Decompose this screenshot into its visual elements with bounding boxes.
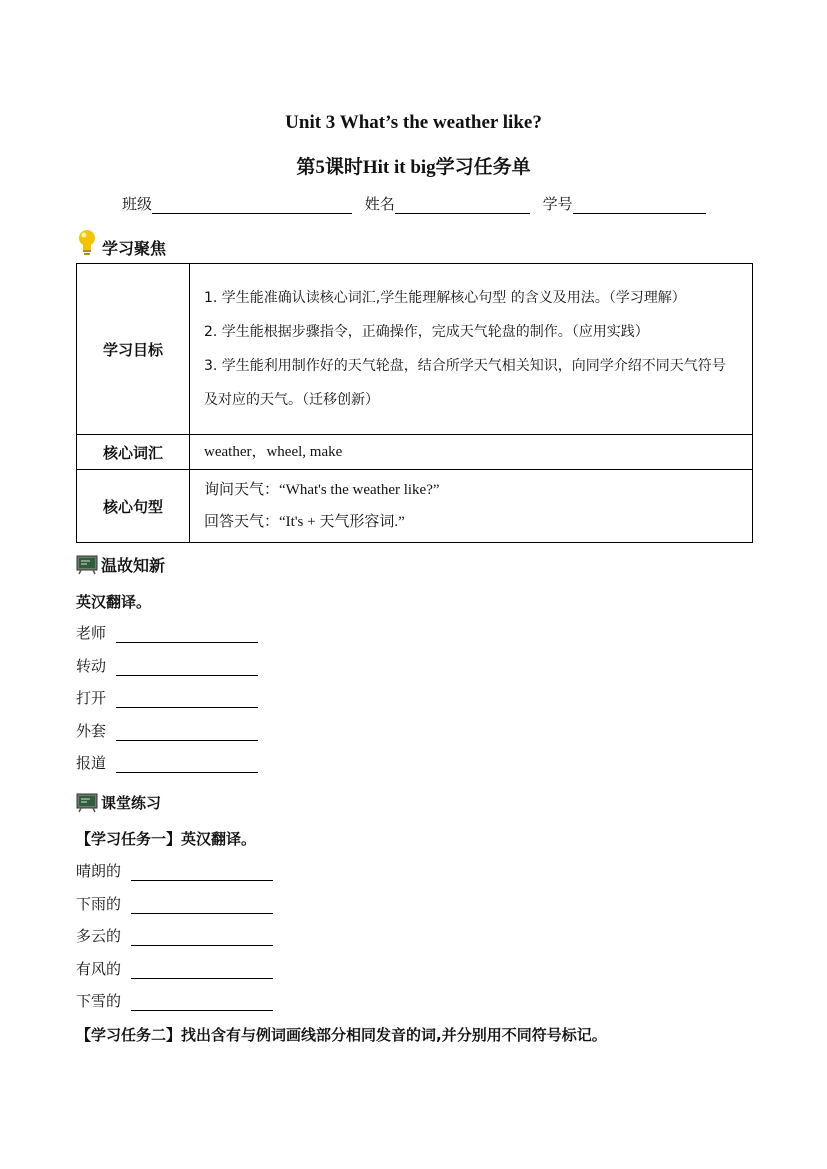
- list-item: [76, 655, 258, 676]
- list-item: [76, 893, 273, 914]
- review-word-1: 老师: [76, 624, 107, 642]
- practice-word-5: 下雪的: [76, 992, 122, 1010]
- answer-blank[interactable]: [131, 897, 273, 914]
- goals-label: 学习目标: [77, 264, 190, 435]
- goal-line-3: 3. 学生能利用制作好的天气轮盘，结合所学天气相关知识，向同学介绍不同天气符号及对应的天气。（迁移创新）: [204, 358, 726, 408]
- list-item: [76, 925, 273, 946]
- answer-blank[interactable]: [116, 691, 258, 708]
- answer-blank[interactable]: [131, 962, 273, 979]
- list-item: [76, 990, 273, 1011]
- sentence-line-2: 回答天气：“It's + 天气形容词.”: [204, 514, 405, 530]
- answer-blank[interactable]: [131, 864, 273, 881]
- answer-blank[interactable]: [131, 929, 273, 946]
- vocab-content: weather，wheel, make: [190, 435, 753, 470]
- practice-heading-text: 课堂练习: [101, 794, 162, 812]
- task-two-heading: 【学习任务二】找出含有与例词画线部分相同发音的词,并分别用不同符号标记。: [76, 1026, 607, 1044]
- goals-content: [190, 264, 753, 435]
- sentence-content: [190, 470, 753, 543]
- table-row: [77, 470, 753, 543]
- review-heading: [76, 553, 165, 576]
- student-info-row: [122, 193, 706, 214]
- class-label: 班级: [122, 195, 153, 213]
- blackboard-icon: [76, 555, 98, 575]
- review-word-5: 报道: [76, 754, 107, 772]
- sentence-line-1: 询问天气：“What's the weather like?”: [204, 482, 440, 498]
- answer-blank[interactable]: [116, 659, 258, 676]
- goal-line-2: 2. 学生能根据步骤指令，正确操作，完成天气轮盘的制作。（应用实践）: [204, 324, 649, 340]
- document-title: Unit 3 What’s the weather like?: [285, 112, 542, 133]
- list-item: [76, 860, 273, 881]
- review-instruction: 英汉翻译。: [76, 593, 152, 611]
- practice-word-3: 多云的: [76, 927, 122, 945]
- table-row: [77, 264, 753, 435]
- list-item: [76, 958, 273, 979]
- lightbulb-icon: [76, 228, 98, 258]
- practice-word-2: 下雨的: [76, 895, 122, 913]
- answer-blank[interactable]: [116, 626, 258, 643]
- number-label: 学号: [542, 195, 573, 213]
- answer-blank[interactable]: [131, 994, 273, 1011]
- focus-heading: [76, 226, 166, 259]
- table-row: [77, 435, 753, 470]
- list-item: [76, 720, 258, 741]
- review-word-4: 外套: [76, 722, 107, 740]
- class-blank[interactable]: [152, 195, 352, 214]
- sentence-label: 核心句型: [77, 470, 190, 543]
- answer-blank[interactable]: [116, 756, 258, 773]
- list-item: [76, 622, 258, 643]
- list-item: [76, 752, 258, 773]
- answer-blank[interactable]: [116, 724, 258, 741]
- task-one-heading: 【学习任务一】英汉翻译。: [76, 830, 257, 848]
- vocab-label: 核心词汇: [77, 435, 190, 470]
- review-word-2: 转动: [76, 657, 107, 675]
- practice-heading: [76, 792, 161, 813]
- review-heading-text: 温故知新: [101, 556, 166, 575]
- focus-table: [76, 263, 753, 543]
- goal-line-1: 1. 学生能准确认读核心词汇,学生能理解核心句型 的含义及用法。（学习理解）: [204, 290, 686, 306]
- focus-heading-text: 学习聚焦: [102, 239, 167, 258]
- name-blank[interactable]: [395, 195, 530, 214]
- practice-word-4: 有风的: [76, 960, 122, 978]
- number-blank[interactable]: [573, 195, 706, 214]
- blackboard-icon: [76, 793, 98, 813]
- list-item: [76, 687, 258, 708]
- name-label: 姓名: [364, 195, 395, 213]
- review-word-3: 打开: [76, 689, 107, 707]
- document-subtitle: 第5课时Hit it big学习任务单: [296, 157, 531, 178]
- practice-word-1: 晴朗的: [76, 862, 122, 880]
